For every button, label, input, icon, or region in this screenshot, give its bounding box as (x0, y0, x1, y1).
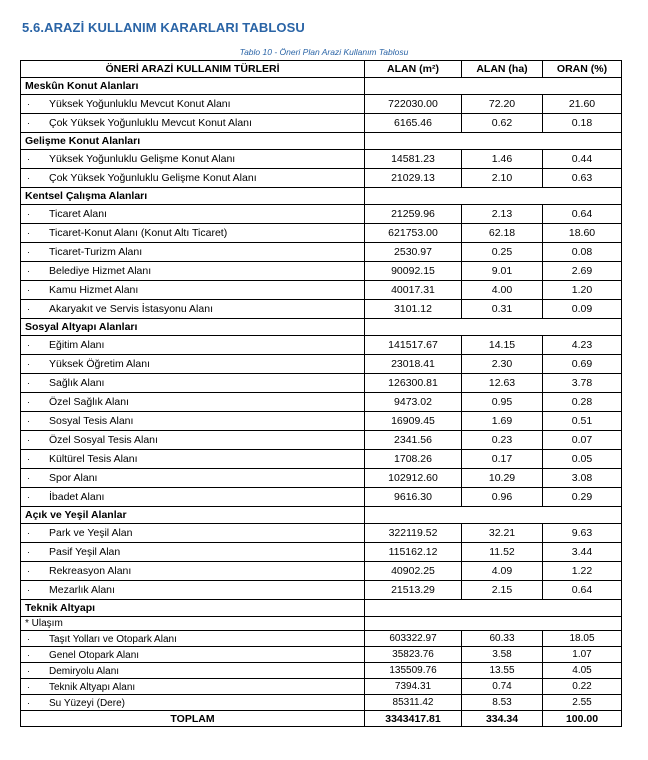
ratio-cell: 0.64 (543, 205, 622, 224)
ratio-cell: 3.44 (543, 543, 622, 562)
total-area-m2: 3343417.81 (365, 711, 462, 727)
land-use-name: Ticaret-Konut Alanı (Konut Altı Ticaret) (49, 227, 228, 239)
land-use-name-cell (21, 169, 365, 188)
area-m2-cell: 102912.60 (365, 469, 462, 488)
category-row (21, 188, 622, 205)
bullet-icon: · (27, 228, 30, 238)
category-label: Kentsel Çalışma Alanları (21, 188, 365, 205)
area-ha-cell: 0.74 (462, 679, 543, 695)
area-m2-cell: 115162.12 (365, 543, 462, 562)
bullet-icon: · (27, 304, 30, 314)
area-m2-cell: 21513.29 (365, 581, 462, 600)
table-row (21, 488, 622, 507)
land-use-name-cell (21, 469, 365, 488)
bullet-icon: · (27, 359, 30, 369)
table-row (21, 95, 622, 114)
land-use-name: Taşıt Yolları ve Otopark Alanı (49, 633, 177, 645)
land-use-name: Kültürel Tesis Alanı (49, 453, 138, 465)
area-ha-cell: 72.20 (462, 95, 543, 114)
ratio-cell: 0.08 (543, 243, 622, 262)
ratio-cell: 3.78 (543, 374, 622, 393)
area-m2-cell: 6165.46 (365, 114, 462, 133)
empty-cell (365, 507, 622, 524)
bullet-icon: · (27, 416, 30, 426)
land-use-name: Özel Sosyal Tesis Alanı (49, 434, 158, 446)
land-use-name-cell (21, 631, 365, 647)
area-m2-cell: 9616.30 (365, 488, 462, 507)
land-use-name: Mezarlık Alanı (49, 584, 115, 596)
area-ha-cell: 14.15 (462, 336, 543, 355)
area-ha-cell: 10.29 (462, 469, 543, 488)
land-use-name: Park ve Yeşil Alan (49, 527, 133, 539)
area-m2-cell: 3101.12 (365, 300, 462, 319)
land-use-name-cell (21, 488, 365, 507)
land-use-name-cell (21, 412, 365, 431)
area-ha-cell: 3.58 (462, 647, 543, 663)
category-label: Gelişme Konut Alanları (21, 133, 365, 150)
area-m2-cell: 135509.76 (365, 663, 462, 679)
ratio-cell: 0.64 (543, 581, 622, 600)
bullet-icon: · (27, 585, 30, 595)
ratio-cell: 2.55 (543, 695, 622, 711)
subcategory-row (21, 617, 622, 631)
area-ha-cell: 0.17 (462, 450, 543, 469)
section-heading: 5.6.ARAZİ KULLANIM KARARLARI TABLOSU (22, 20, 305, 35)
table-row (21, 336, 622, 355)
area-m2-cell: 322119.52 (365, 524, 462, 543)
land-use-name: Ticaret Alanı (49, 208, 107, 220)
bullet-icon: · (27, 266, 30, 276)
subcategory-label: * Ulaşım (21, 617, 365, 631)
land-use-name-cell (21, 114, 365, 133)
column-header-area-m2: ALAN (m²) (365, 61, 462, 78)
land-use-name-cell (21, 663, 365, 679)
empty-cell (365, 78, 622, 95)
area-ha-cell: 0.25 (462, 243, 543, 262)
area-m2-cell: 85311.42 (365, 695, 462, 711)
land-use-name: Belediye Hizmet Alanı (49, 265, 152, 277)
empty-cell (365, 319, 622, 336)
ratio-cell: 0.22 (543, 679, 622, 695)
ratio-cell: 2.69 (543, 262, 622, 281)
empty-cell (365, 188, 622, 205)
land-use-name-cell (21, 95, 365, 114)
area-ha-cell: 0.31 (462, 300, 543, 319)
land-use-name: Sağlık Alanı (49, 377, 105, 389)
land-use-name: Akaryakıt ve Servis İstasyonu Alanı (49, 303, 213, 315)
area-ha-cell: 60.33 (462, 631, 543, 647)
bullet-icon: · (27, 247, 30, 257)
table-row (21, 469, 622, 488)
bullet-icon: · (27, 633, 30, 644)
area-m2-cell: 16909.45 (365, 412, 462, 431)
bullet-icon: · (27, 697, 30, 708)
ratio-cell: 1.20 (543, 281, 622, 300)
bullet-icon: · (27, 473, 30, 483)
area-ha-cell: 0.23 (462, 431, 543, 450)
empty-cell (365, 600, 622, 617)
area-ha-cell: 0.62 (462, 114, 543, 133)
ratio-cell: 0.09 (543, 300, 622, 319)
ratio-cell: 21.60 (543, 95, 622, 114)
table-row (21, 562, 622, 581)
ratio-cell: 0.44 (543, 150, 622, 169)
area-m2-cell: 40017.31 (365, 281, 462, 300)
ratio-cell: 1.22 (543, 562, 622, 581)
table-row (21, 412, 622, 431)
area-ha-cell: 8.53 (462, 695, 543, 711)
table-row (21, 224, 622, 243)
category-row (21, 507, 622, 524)
bullet-icon: · (27, 566, 30, 576)
land-use-name-cell (21, 224, 365, 243)
bullet-icon: · (27, 528, 30, 538)
land-use-name: Kamu Hizmet Alanı (49, 284, 139, 296)
land-use-name: Genel Otopark Alanı (49, 649, 140, 661)
area-m2-cell: 35823.76 (365, 647, 462, 663)
land-use-name-cell (21, 647, 365, 663)
total-label: TOPLAM (21, 711, 365, 727)
area-ha-cell: 11.52 (462, 543, 543, 562)
ratio-cell: 0.07 (543, 431, 622, 450)
bullet-icon: · (27, 99, 30, 109)
land-use-name-cell (21, 431, 365, 450)
area-ha-cell: 2.13 (462, 205, 543, 224)
area-ha-cell: 0.95 (462, 393, 543, 412)
area-m2-cell: 7394.31 (365, 679, 462, 695)
land-use-name-cell (21, 374, 365, 393)
area-m2-cell: 126300.81 (365, 374, 462, 393)
ratio-cell: 0.51 (543, 412, 622, 431)
table-row (21, 281, 622, 300)
land-use-name: Yüksek Öğretim Alanı (49, 358, 150, 370)
ratio-cell: 18.60 (543, 224, 622, 243)
category-label: Teknik Altyapı (21, 600, 365, 617)
land-use-name: Ticaret-Turizm Alanı (49, 246, 143, 258)
category-row (21, 600, 622, 617)
area-m2-cell: 141517.67 (365, 336, 462, 355)
table-row (21, 679, 622, 695)
area-ha-cell: 4.00 (462, 281, 543, 300)
area-m2-cell: 23018.41 (365, 355, 462, 374)
bullet-icon: · (27, 285, 30, 295)
table-row (21, 169, 622, 188)
column-header-ratio: ORAN (%) (543, 61, 622, 78)
category-label: Meskûn Konut Alanları (21, 78, 365, 95)
land-use-name-cell (21, 262, 365, 281)
bullet-icon: · (27, 397, 30, 407)
empty-cell (365, 133, 622, 150)
area-ha-cell: 12.63 (462, 374, 543, 393)
total-area-ha: 334.34 (462, 711, 543, 727)
table-row (21, 647, 622, 663)
bullet-icon: · (27, 209, 30, 219)
table-row (21, 300, 622, 319)
land-use-name-cell (21, 243, 365, 262)
land-use-name-cell (21, 679, 365, 695)
area-m2-cell: 2530.97 (365, 243, 462, 262)
table-row (21, 524, 622, 543)
bullet-icon: · (27, 118, 30, 128)
area-m2-cell: 621753.00 (365, 224, 462, 243)
ratio-cell: 0.18 (543, 114, 622, 133)
land-use-name-cell (21, 581, 365, 600)
land-use-name-cell (21, 543, 365, 562)
area-ha-cell: 13.55 (462, 663, 543, 679)
land-use-name-cell (21, 450, 365, 469)
area-m2-cell: 14581.23 (365, 150, 462, 169)
land-use-name-cell (21, 300, 365, 319)
category-row (21, 133, 622, 150)
bullet-icon: · (27, 681, 30, 692)
land-use-name: Rekreasyon Alanı (49, 565, 132, 577)
land-use-name: Sosyal Tesis Alanı (49, 415, 134, 427)
land-use-name: Pasif Yeşil Alan (49, 546, 121, 558)
land-use-name: Su Yüzeyi (Dere) (49, 697, 125, 709)
land-use-name: Özel Sağlık Alanı (49, 396, 129, 408)
area-m2-cell: 9473.02 (365, 393, 462, 412)
table-row (21, 450, 622, 469)
table-row (21, 663, 622, 679)
land-use-name-cell (21, 336, 365, 355)
land-use-name: Demiryolu Alanı (49, 665, 120, 677)
ratio-cell: 1.07 (543, 647, 622, 663)
table-row (21, 543, 622, 562)
area-ha-cell: 1.69 (462, 412, 543, 431)
land-use-name: İbadet Alanı (49, 491, 105, 503)
land-use-name-cell (21, 562, 365, 581)
area-m2-cell: 603322.97 (365, 631, 462, 647)
area-ha-cell: 32.21 (462, 524, 543, 543)
bullet-icon: · (27, 154, 30, 164)
ratio-cell: 0.05 (543, 450, 622, 469)
table-row (21, 631, 622, 647)
area-ha-cell: 1.46 (462, 150, 543, 169)
table-body (21, 78, 622, 711)
category-row (21, 319, 622, 336)
land-use-name-cell (21, 205, 365, 224)
category-label: Açık ve Yeşil Alanlar (21, 507, 365, 524)
ratio-cell: 9.63 (543, 524, 622, 543)
table-row (21, 374, 622, 393)
bullet-icon: · (27, 454, 30, 464)
land-use-name-cell (21, 695, 365, 711)
ratio-cell: 0.28 (543, 393, 622, 412)
land-use-name: Yüksek Yoğunluklu Mevcut Konut Alanı (49, 98, 231, 110)
table-row (21, 581, 622, 600)
land-use-name: Eğitim Alanı (49, 339, 105, 351)
land-use-name: Spor Alanı (49, 472, 98, 484)
ratio-cell: 3.08 (543, 469, 622, 488)
ratio-cell: 0.63 (543, 169, 622, 188)
bullet-icon: · (27, 378, 30, 388)
table-header-row (21, 61, 622, 78)
area-ha-cell: 4.09 (462, 562, 543, 581)
area-ha-cell: 62.18 (462, 224, 543, 243)
land-use-table (20, 60, 622, 727)
table-row (21, 114, 622, 133)
area-m2-cell: 21259.96 (365, 205, 462, 224)
table-row (21, 355, 622, 374)
area-ha-cell: 9.01 (462, 262, 543, 281)
table-caption: Tablo 10 - Öneri Plan Arazi Kullanım Tablosu (239, 47, 409, 57)
table-row (21, 695, 622, 711)
bullet-icon: · (27, 173, 30, 183)
ratio-cell: 4.05 (543, 663, 622, 679)
area-m2-cell: 90092.15 (365, 262, 462, 281)
table-row (21, 205, 622, 224)
area-ha-cell: 2.10 (462, 169, 543, 188)
column-header-area-ha: ALAN (ha) (462, 61, 543, 78)
ratio-cell: 0.69 (543, 355, 622, 374)
bullet-icon: · (27, 340, 30, 350)
land-use-name: Çok Yüksek Yoğunluklu Mevcut Konut Alanı (49, 117, 252, 129)
area-m2-cell: 722030.00 (365, 95, 462, 114)
table-row (21, 431, 622, 450)
bullet-icon: · (27, 665, 30, 676)
table-row (21, 262, 622, 281)
area-ha-cell: 2.15 (462, 581, 543, 600)
table-row (21, 243, 622, 262)
land-use-name: Yüksek Yoğunluklu Gelişme Konut Alanı (49, 153, 236, 165)
table-row (21, 150, 622, 169)
bullet-icon: · (27, 492, 30, 502)
land-use-name-cell (21, 281, 365, 300)
total-ratio: 100.00 (543, 711, 622, 727)
area-m2-cell: 1708.26 (365, 450, 462, 469)
area-ha-cell: 0.96 (462, 488, 543, 507)
area-m2-cell: 21029.13 (365, 169, 462, 188)
total-row (21, 711, 622, 727)
ratio-cell: 0.29 (543, 488, 622, 507)
land-use-name-cell (21, 524, 365, 543)
table-row (21, 393, 622, 412)
land-use-name-cell (21, 150, 365, 169)
ratio-cell: 4.23 (543, 336, 622, 355)
category-row (21, 78, 622, 95)
empty-cell (365, 617, 622, 631)
land-use-name-cell (21, 355, 365, 374)
area-m2-cell: 40902.25 (365, 562, 462, 581)
ratio-cell: 18.05 (543, 631, 622, 647)
bullet-icon: · (27, 435, 30, 445)
bullet-icon: · (27, 649, 30, 660)
land-use-name: Çok Yüksek Yoğunluklu Gelişme Konut Alanı (49, 172, 257, 184)
bullet-icon: · (27, 547, 30, 557)
land-use-name: Teknik Altyapı Alanı (49, 681, 136, 693)
column-header-type: ÖNERİ ARAZİ KULLANIM TÜRLERİ (21, 61, 365, 78)
area-m2-cell: 2341.56 (365, 431, 462, 450)
area-ha-cell: 2.30 (462, 355, 543, 374)
category-label: Sosyal Altyapı Alanları (21, 319, 365, 336)
land-use-name-cell (21, 393, 365, 412)
